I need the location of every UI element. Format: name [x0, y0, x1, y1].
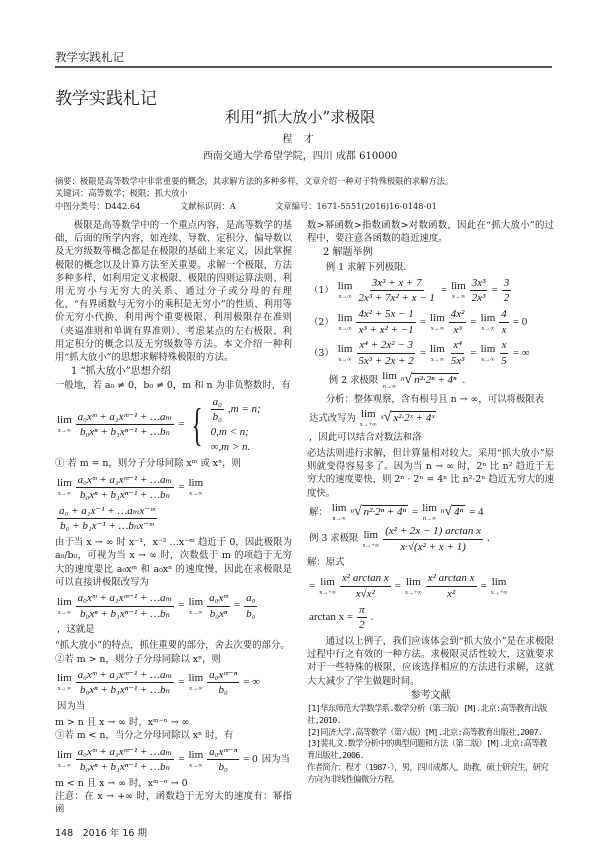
denominator: b₀xⁿ + b₁xⁿ⁻¹ + …bₙ — [79, 684, 170, 697]
left-brace-icon: { — [191, 398, 204, 450]
limit-operator — [338, 344, 353, 363]
equation — [307, 503, 554, 522]
denominator: b₀xⁿ + b₁xⁿ⁻¹ + …bₙ — [79, 489, 170, 502]
equation — [307, 277, 554, 305]
denominator: 2x³ + 7x² + x − 1 — [358, 292, 435, 305]
lim-subscript: x→+∞ — [490, 590, 508, 596]
numerator: a₀ — [211, 396, 224, 411]
fraction — [207, 592, 230, 620]
lim-symbol: lim — [188, 477, 204, 490]
lim-subscript: x→∞ — [338, 325, 352, 332]
lim-symbol: lim — [57, 749, 72, 762]
fraction — [357, 604, 367, 632]
root-index: n — [400, 375, 405, 384]
root-index: n — [350, 507, 354, 516]
reference-entry: [2]同济大学.高等数学（第六版）[M].北京:高等教育出版社,2007. — [307, 726, 543, 737]
document-code: 文献标识码：A — [180, 200, 236, 211]
denominator: 5x³ — [450, 355, 465, 368]
article-affiliation: 西南交通大学希望学院，四川 成都 610000 — [202, 151, 398, 162]
equation — [307, 409, 554, 444]
limit-operator — [451, 281, 466, 300]
lim-symbol: lim — [337, 343, 353, 356]
limit-operator — [338, 281, 353, 300]
fraction — [76, 669, 175, 697]
running-header: 教学实践札记 — [55, 50, 124, 64]
limit-operator — [481, 313, 496, 332]
math-text: = 0 — [243, 753, 258, 766]
lim-symbol: lim — [57, 595, 72, 608]
limit-operator — [188, 597, 203, 616]
lim-subscript: x→∞ — [481, 357, 495, 364]
numerator: 4x² — [449, 308, 467, 323]
paragraph: 必达法则进行求解，但计算量相对较大。采用“抓大放小”原则就变得容易多了。因为当 n → ∞ 时，2ⁿ 比 n² 趋近于无穷大的速度要快，则 2ⁿ · 2ⁿ = 4ⁿ 比 n²·2ⁿ 趋近无穷大的速度快。 — [307, 448, 554, 499]
right-column — [307, 219, 554, 786]
math-text: = — [178, 753, 185, 766]
denominator: b₀xⁿ + b₁xⁿ⁻¹ + …bₙ — [79, 761, 170, 774]
lim-subscript: x→+∞ — [362, 542, 380, 549]
header-rule — [55, 66, 552, 68]
lim-subscript: x→∞ — [451, 294, 466, 301]
numerator: x⁴ + 2x² − 3 — [357, 339, 415, 354]
lim-subscript: x→∞ — [57, 763, 71, 770]
paragraph: 数>幂函数>指数函数>对数函数，因此在“抓大放小”的过程中，要注意各函数的趋近速度。 — [307, 220, 554, 245]
fraction — [57, 505, 157, 533]
limit-operator — [319, 577, 336, 596]
equation-label: （1） — [309, 285, 334, 297]
limit-operator — [188, 478, 203, 497]
fraction — [356, 277, 437, 305]
limit-operator — [360, 409, 377, 428]
lim-subscript: x→+∞ — [404, 590, 422, 596]
math-text: = — [440, 284, 448, 297]
equation-label: 达式改写为 — [309, 412, 356, 424]
math-text: = — [419, 315, 427, 328]
lim-subscript: n→∞ — [332, 515, 346, 522]
limit-operator — [57, 415, 72, 434]
root-index: n — [440, 507, 445, 516]
paragraph: ③若 m < n，当分之分母同除以 xⁿ 时，有 — [55, 730, 234, 742]
math-text: = — [233, 599, 241, 612]
limit-operator — [481, 344, 496, 363]
case-list — [209, 396, 263, 455]
lim-symbol: lim — [382, 369, 397, 382]
denominator: b₀ — [218, 684, 228, 697]
radical-sign-icon: √ — [383, 410, 392, 426]
equation-label: （3） — [309, 347, 334, 359]
math-text: = ∞ — [243, 676, 261, 689]
paragraph: m < n 且 x → ∞ 时，xᵐ⁻ⁿ → 0 — [55, 777, 188, 789]
limit-operator — [430, 313, 445, 332]
math-text: = — [419, 346, 427, 359]
denominator: b₀xⁿ — [209, 607, 228, 620]
numerator: 3 — [502, 277, 512, 292]
page-footer: 148 2016 年 16 期 — [55, 828, 147, 839]
fraction — [207, 669, 239, 697]
math-text: = 4 — [469, 505, 484, 518]
limit-operator — [57, 750, 72, 769]
numerator: x — [500, 339, 509, 354]
fraction — [449, 339, 467, 367]
equation — [307, 339, 554, 367]
paragraph: 例 1 求解下列极限. — [325, 261, 407, 273]
equation — [307, 525, 554, 553]
fraction — [356, 339, 415, 367]
fraction — [499, 339, 509, 367]
numerator: a₀xᵐ + a₁xᵐ⁻¹ + …aₘ — [76, 474, 175, 489]
radicand: n²·2ⁿ + 4ⁿ — [414, 374, 457, 387]
lim-symbol: lim — [363, 528, 379, 541]
fraction — [470, 277, 488, 305]
equation-label: 例 2 求极限 — [328, 374, 379, 386]
limit-operator — [405, 577, 422, 596]
lim-subscript: x→∞ — [481, 325, 495, 332]
limit-operator — [57, 597, 72, 616]
denominator: b₀ + b₁x⁻¹ + …bₙx⁻ᵐ — [60, 520, 154, 533]
lim-symbol: lim — [405, 576, 421, 588]
equation — [307, 371, 554, 390]
math-text: . — [487, 532, 490, 545]
piecewise-cases — [186, 396, 262, 455]
numerator: a₀xᵐ⁻ⁿ — [207, 746, 239, 761]
paragraph: 分析：整体观察，含有根号且 n → ∞，可以将极限表 — [325, 393, 544, 405]
paragraph: 解：原式 — [307, 557, 345, 569]
lim-subscript: x→∞ — [189, 686, 203, 693]
equation-label: （2） — [309, 316, 334, 328]
fraction — [76, 411, 175, 439]
equation — [307, 308, 554, 336]
lim-symbol: lim — [188, 672, 204, 685]
math-text: = — [412, 505, 419, 518]
fraction — [499, 308, 509, 336]
denominator: b₀xⁿ + b₁xⁿ⁻¹ + …bₙ — [79, 607, 170, 620]
limit-operator — [338, 313, 353, 332]
fraction — [340, 572, 391, 600]
limit-operator — [188, 673, 203, 692]
lim-symbol: lim — [188, 595, 204, 608]
math-text: = — [178, 599, 185, 612]
denominator: 5 — [501, 355, 507, 368]
clc-number: 中图分类号：D442.64 — [55, 200, 141, 211]
article-meta — [55, 175, 555, 212]
fraction — [502, 277, 512, 305]
lim-subscript: x→∞ — [189, 491, 203, 498]
radicand: 4ⁿ — [454, 506, 464, 519]
math-text: = — [394, 579, 401, 592]
numerator: a₀xᵐ + a₁xᵐ⁻¹ + …aₘ — [76, 411, 175, 426]
lim-subscript: x→∞ — [189, 609, 203, 616]
math-text: ∞,m > n. — [210, 441, 251, 454]
paragraph: m > n 且 x → ∞ 时，xᵐ⁻ⁿ → ∞ — [55, 717, 190, 729]
lim-symbol: lim — [360, 407, 376, 420]
lim-subscript: x→∞ — [338, 294, 352, 301]
numerator: x⁴ — [451, 339, 464, 354]
limit-operator — [188, 750, 203, 769]
equation — [55, 474, 292, 534]
numerator: a₀xᵐ + a₁xᵐ⁻¹ + …aₘ — [76, 669, 175, 684]
numerator: a₀xᵐ + a₁xᵐ⁻¹ + …aₘ — [76, 592, 175, 607]
section-heading: 1 “抓大放小”思想介绍 — [71, 366, 171, 378]
lim-symbol: lim — [491, 576, 507, 588]
numerator: 4x² + 5x − 1 — [356, 308, 415, 323]
numerator: a₀ + a₁x⁻¹ + …aₘx⁻ᵐ — [57, 505, 157, 520]
lim-symbol: lim — [57, 414, 72, 427]
reference-entry: [1]华东师范大学数学系.数学分析（第三版）[M].北京:高等教育出版社,2010. — [307, 702, 547, 725]
math-text: = — [470, 346, 477, 359]
equation-label: 因为当 — [261, 754, 290, 766]
lim-symbol: lim — [480, 311, 496, 324]
lim-symbol: lim — [57, 672, 72, 685]
lim-symbol: lim — [451, 280, 466, 293]
math-text: = — [178, 481, 185, 494]
denominator: 2x³ — [471, 292, 486, 305]
radicand: n²·2ⁿ + 4ⁿ — [363, 506, 407, 519]
numerator: x² arctan x — [340, 572, 391, 587]
section-heading: 参考文献 — [410, 689, 451, 701]
fraction — [76, 746, 175, 774]
lim-subscript: n→∞ — [422, 515, 437, 522]
denominator: 2 — [503, 292, 510, 305]
denominator: x — [501, 323, 507, 336]
equation — [55, 396, 292, 455]
lim-subscript: x→∞ — [57, 609, 71, 616]
limit-operator — [430, 344, 445, 363]
lim-subscript: x→∞ — [430, 357, 444, 364]
radical-sign-icon: √ — [353, 504, 362, 520]
paragraph: 一般地，若 a₀ ≠ 0，b₀ ≠ 0，m 和 n 为非负整数时，有 — [55, 380, 291, 392]
denominator: b₀ — [218, 761, 228, 774]
lim-symbol: lim — [430, 311, 445, 324]
numerator: x² arctan x — [426, 572, 477, 587]
equation — [307, 572, 554, 632]
math-text: = — [178, 418, 185, 431]
limit-operator — [362, 530, 379, 549]
math-text: = ∞ — [512, 346, 530, 359]
fraction — [383, 525, 483, 553]
lim-symbol: lim — [430, 343, 445, 356]
equation-label: 解： — [309, 506, 328, 518]
limit-operator — [57, 478, 72, 497]
fraction — [449, 308, 467, 336]
lim-symbol: lim — [57, 477, 72, 490]
fraction — [76, 474, 175, 502]
math-text: . — [370, 611, 374, 624]
paragraph: “抓大放小”的特点，抓住重要的部分，舍去次要的部分。 — [55, 640, 290, 652]
lim-subscript: x→∞ — [57, 491, 71, 498]
keywords: 关键词：高等数学；极限；抓大放小 — [55, 188, 188, 199]
paragraph: 注意：在 x → +∞ 时，函数趋于无穷大的速度有：幂指函 — [55, 791, 292, 816]
fraction — [356, 308, 415, 336]
fraction — [76, 592, 175, 620]
equation — [55, 669, 292, 713]
reference-entry: 作者简介：程才（1987-），男，四川成都人，助教，硕士研究生，研究方向为非线性偏微分方程。 — [307, 761, 549, 784]
lim-subscript: x→∞ — [57, 686, 71, 693]
equation-label: 例 3 求极限 — [309, 533, 359, 545]
math-text: = — [178, 676, 185, 689]
math-text: . — [462, 373, 466, 386]
numerator: π — [357, 604, 367, 619]
lim-symbol: lim — [331, 501, 347, 514]
numerator: 3x³ + x + 7 — [370, 277, 424, 292]
limit-operator — [422, 503, 437, 522]
lim-subscript: x→∞ — [189, 763, 203, 770]
nth-root — [350, 505, 408, 519]
math-text: 0,m < n; — [210, 425, 249, 438]
limit-operator — [57, 673, 72, 692]
lim-subscript: x→+∞ — [359, 421, 377, 428]
fraction — [426, 572, 477, 600]
math-text: = — [470, 315, 477, 328]
case-row — [209, 441, 263, 454]
lim-subscript: x→∞ — [57, 428, 71, 435]
fraction — [244, 592, 257, 620]
limit-operator — [332, 503, 347, 522]
paragraph: 由于当 x → ∞ 时 x⁻¹，x⁻² …x⁻ᵐ 趋近于 0，因此极限为 a₀/b₀，可视为当 x → ∞ 时，次数低于 m 的项趋于无穷大的速度要比 a₀xᵐ 和 a₀xⁿ 的速度慢，因此在求极限是可以直接讲极限改写为 — [55, 537, 292, 588]
left-column — [55, 219, 292, 817]
nth-root — [381, 411, 437, 425]
radical-sign-icon: √ — [404, 372, 413, 388]
denominator: b₀ — [246, 607, 256, 620]
numerator: a₀xᵐ + a₁xᵐ⁻¹ + …aₘ — [76, 746, 175, 761]
lim-subscript: x→∞ — [338, 357, 352, 364]
denominator: x√x² — [355, 588, 375, 600]
fraction — [211, 396, 224, 424]
denominator: x·√(x² + x + 1) — [400, 540, 466, 553]
paragraph: 通过以上例子，我们应该体会到“抓大放小”是在求极限过程中行之有效的一种方法。求极限灵活性较大，这就要求对于一些特殊的极限，应该选择相应的方法进行求解，这就大大减少了学生做题时间。 — [307, 635, 554, 687]
lim-symbol: lim — [337, 311, 353, 324]
math-text: = — [480, 579, 487, 592]
numerator: 3x³ — [470, 277, 488, 292]
denominator: 5x³ + 2x + 2 — [358, 355, 414, 368]
math-text: = — [309, 579, 316, 592]
equation-label: 因为当 — [57, 701, 86, 713]
denominator: x³ — [453, 323, 462, 336]
lim-symbol: lim — [188, 749, 204, 762]
case-row — [209, 396, 263, 424]
equation-label: ，这就是 — [57, 624, 95, 636]
root-index: x — [380, 413, 384, 422]
abstract: 摘要：极限是高等数学中非常重要的概念，其求解方法的多种多样，文章介绍一种对于特殊极限的求解方法。 — [55, 176, 454, 186]
lim-symbol: lim — [422, 501, 437, 514]
limit-operator — [491, 577, 508, 596]
section-heading: 2 解题举例 — [323, 247, 373, 259]
lim-symbol: lim — [480, 343, 496, 356]
case-row — [209, 426, 263, 439]
paragraph: 极限是高等数学中的一个重点内容，是高等数学的基础，后面的所学内容，如连续、导数、定积分、偏导数以及无穷级数等概念都是在极限的基础上来定义，因此掌握极限的概念以及计算方法至关重要。求解一个极限，方法多种多样，如利用定义求极限、极限的四则运算法则、利用无穷小与无穷大的关系、通过分子或分母的有理化、“有界函数与无穷小的乘积是无穷小”的性质、利用等价无穷小代换、利用两个重要极限、利用极限存在准则（夹逼准则和单调有界准则）、考虑某点的左右极限、利用定积分的概念以及无穷级数等方法。本文介绍一种利用“抓大放小”的思想求解特殊极限的方法。 — [55, 220, 292, 364]
denominator: 2 — [359, 619, 365, 632]
limit-operator — [382, 371, 397, 390]
numerator: 4 — [499, 308, 509, 323]
fraction — [207, 746, 239, 774]
equation — [55, 592, 292, 636]
numerator: (x² + 2x − 1) arctan x — [383, 525, 483, 540]
denominator: x² — [447, 588, 456, 600]
lim-symbol: lim — [320, 576, 335, 588]
section-label: 教学实践札记 — [55, 89, 157, 109]
nth-root — [441, 505, 465, 519]
equation — [55, 746, 292, 774]
article-title: 利用“抓大放小”求极限 — [224, 108, 376, 126]
denominator: b₀ — [212, 411, 222, 424]
lim-subscript: n→∞ — [382, 383, 397, 390]
numerator: a₀xᵐ — [207, 592, 230, 607]
equation-label: ，因此可以结合对数法和洛 — [309, 431, 422, 443]
classification-row — [55, 200, 555, 212]
radicand: x²·2ˣ + 4ˣ — [393, 412, 435, 425]
math-text: arctan x = — [309, 611, 354, 624]
lim-subscript: x→∞ — [430, 325, 444, 332]
lim-symbol: lim — [337, 280, 353, 293]
denominator: b₀xⁿ + b₁xⁿ⁻¹ + …bₙ — [79, 426, 170, 439]
denominator: x³ + x² + −1 — [358, 323, 414, 336]
reference-entry: [3]裴礼文.数学分析中的典型问题和方法（第二版）[M].北京:高等教育出版社,2006. — [307, 738, 547, 761]
math-text: ,m = n; — [227, 403, 261, 416]
article-author: 程 才 — [282, 134, 318, 145]
nth-root — [401, 373, 459, 387]
math-text: = 0 — [512, 315, 528, 328]
math-text: = — [491, 284, 498, 297]
article-number: 文章编号：1671-5551(2016)16-0148-01 — [275, 200, 437, 211]
paragraph: ① 若 m = n，则分子分母同除 xᵐ 或 xⁿ，则 — [55, 458, 241, 470]
radical-sign-icon: √ — [444, 504, 453, 520]
numerator: a₀ — [244, 592, 257, 607]
paragraph: ②若 m > n，则分子分母同除以 xⁿ，则 — [55, 653, 221, 665]
numerator: a₀xᵐ⁻ⁿ — [207, 669, 239, 684]
lim-subscript: x→+∞ — [319, 590, 336, 596]
